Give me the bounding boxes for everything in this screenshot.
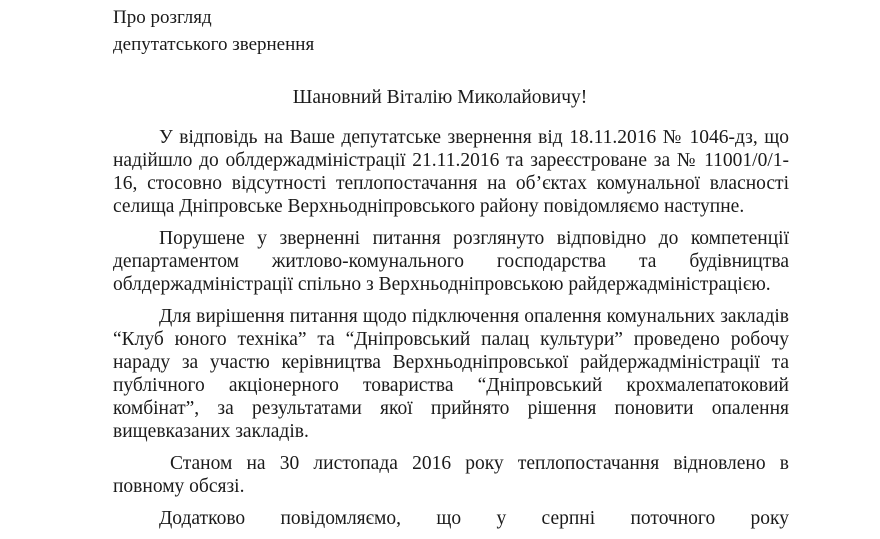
letter-subject [113,4,314,58]
paragraph-status: Станом на 30 листопада 2016 року теплопостачання відновлено в повному обсязі. [113,453,789,497]
paragraph-consideration: Порушене у зверненні питання розглянуто відповідно до компетенції департаментом житлово-комунального господарства та будівництва облдержадміністрації спільно з Верхньодніпровською райдержадміністрацією. [113,228,789,295]
subject-line-2: депутатського звернення [113,34,315,55]
paragraph-response: У відповідь на Ваше депутатське звернення від 18.11.2016 № 1046-дз, що надійшло до облдержадміністрації 21.11.2016 та зареєстроване за № 11001/0/1-16, стосовно відсутності теплопостачання на об’єктах комунальної власності селища Дніпровське Верхньодніпровського району повідомляємо наступне. [113,127,789,217]
letter-body [113,126,789,539]
greeting: Шановний Віталію Миколайовичу! [292,87,588,108]
paragraph-meeting: Для вирішення питання щодо підключення опалення комунальних закладів “Клуб юного техніка” та “Дніпровський палац культури” проведено робочу нараду за участю керівництва Верхньодніпровської райдержадміністрації та публічного акціонерного товариства “Дніпровський крохмалепатоковий комбінат”, за результатами якої прийнято рішення поновити опалення вищевказаних закладів. [113,306,789,442]
paragraph-additional: Додатково повідомляємо, що у серпні поточного року [159,508,789,529]
subject-line-1: Про розгляд [113,7,212,28]
